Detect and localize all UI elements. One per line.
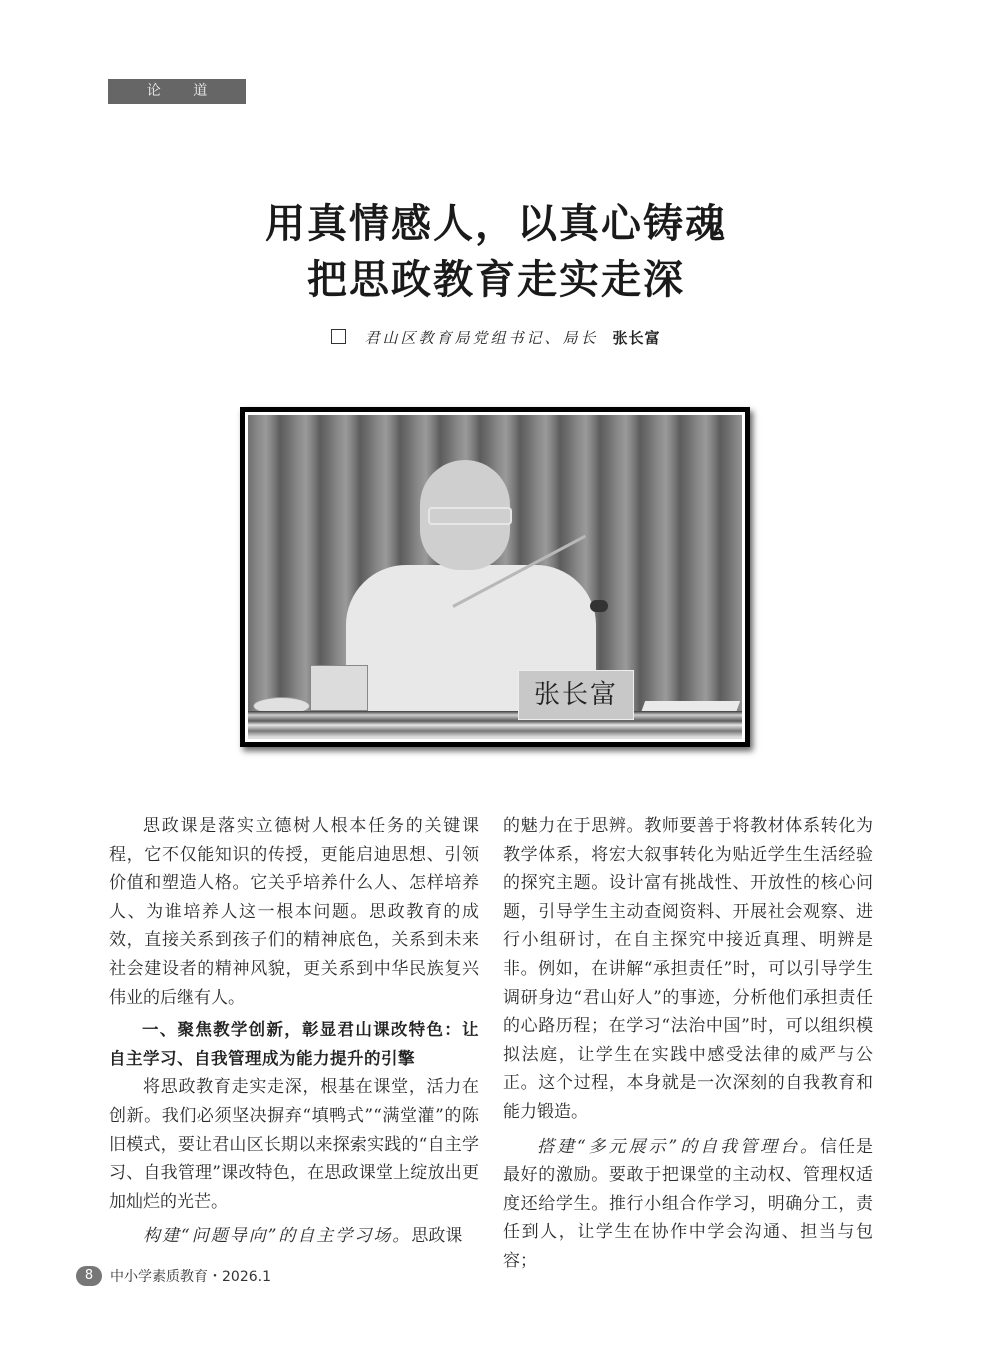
square-bullet-icon (331, 329, 346, 344)
article-title-line-1: 用真情感人，以真心铸魂 (265, 200, 727, 247)
byline (0, 327, 992, 348)
page-footer (76, 1265, 271, 1287)
photo-tea-cup (310, 665, 368, 711)
page-number: 8 (76, 1266, 102, 1286)
article-title-line-2: 把思政教育走实走深 (307, 256, 685, 303)
author-name: 张长富 (612, 329, 661, 347)
section-tag: 论 道 (108, 79, 246, 104)
right-column (503, 812, 873, 1276)
section-heading-1: 一、聚焦教学创新，彰显君山课改特色：让自主学习、自我管理成为能力提升的引擎 (109, 1020, 479, 1068)
author-organization: 君山区教育局党组书记、局长 (364, 329, 599, 347)
paragraph-4 (503, 1133, 873, 1276)
paragraph-3-lead: 构建“问题导向”的自主学习场。 (143, 1226, 412, 1247)
author-photo (248, 415, 742, 739)
paragraph-4-lead: 搭建“多元展示”的自我管理台。 (537, 1136, 821, 1157)
author-photo-frame (240, 407, 750, 747)
paragraph-intro: 思政课是落实立德树人根本任务的关键课程，它不仅能知识的传授，更能启迪思想、引领价值和塑造人格。它关乎培养什么人、怎样培养人、为谁培养人这一根本问题。思政教育的成效，直接关系到孩子们的精神底色，关系到未来社会建设者的精神风貌，更关系到中华民族复兴伟业的后继有人。 (109, 816, 479, 1008)
photo-nameplate: 张长富 (518, 670, 634, 720)
publication-info: 中小学素质教育・2026.1 (110, 1269, 271, 1285)
paragraph-3 (109, 1222, 479, 1251)
photo-mat (245, 412, 745, 742)
photo-microphone-head (590, 600, 608, 612)
photo-desk (248, 711, 742, 739)
paragraph-2: 将思政教育走实走深，根基在课堂，活力在创新。我们必须坚决摒弃“填鸭式”“满堂灌”的陈旧模式，要让君山区长期以来探索实践的“自主学习、自我管理”课改特色，在思政课堂上绽放出更加灿烂的光芒。 (109, 1077, 479, 1212)
paragraph-3-continued: 的魅力在于思辨。教师要善于将教材体系转化为教学体系，将宏大叙事转化为贴近学生生活经验的探究主题。设计富有挑战性、开放性的核心问题，引导学生主动查阅资料、开展社会观察、进行小组研讨，在自主探究中接近真理、明辨是非。例如，在讲解“承担责任”时，可以引导学生调研身边“君山好人”的事迹，分析他们承担责任的心路历程；在学习“法治中国”时，可以组织模拟法庭，让学生在实践中感受法律的威严与公正。这个过程，本身就是一次深刻的自我教育和能力锻造。 (503, 816, 873, 1122)
paragraph-3-text: 思政课 (411, 1226, 463, 1247)
paragraph-4-text: 信任是最好的激励。要敢于把课堂的主动权、管理权适度还给学生。推行小组合作学习，明确分工，责任到人，让学生在协作中学会沟通、担当与包容； (503, 1136, 874, 1271)
photo-glasses (428, 507, 512, 525)
left-column (109, 812, 479, 1251)
